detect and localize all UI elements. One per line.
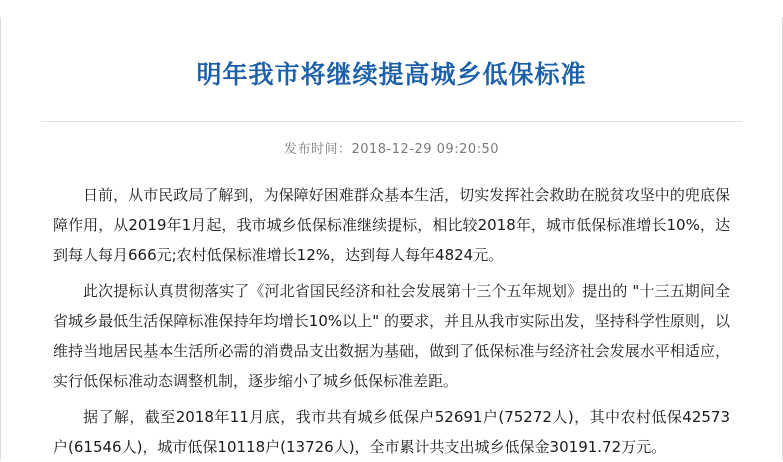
article-page	[0, 17, 783, 460]
article-paragraph: 此次提标认真贯彻落实了《河北省国民经济和社会发展第十三个五年规划》提出的 "十三五期间全省城乡最低生活保障标准保持年均增长10%以上" 的要求，并且从我市实际出发，坚持科学性原则，以维持当地居民基本生活所必需的消费品支出数据为基础，做到了低保标准与经济社会发展水平相适应，实行低保标准动态调整机制，逐步缩小了城乡低保标准差距。	[53, 282, 730, 391]
publish-time-value: 2018-12-29 09:20:50	[351, 142, 500, 158]
article-container	[1, 17, 782, 462]
article-meta-row	[41, 121, 742, 158]
article-paragraph: 日前，从市民政局了解到，为保障好困难群众基本生活，切实发挥社会救助在脱贫攻坚中的兜底保障作用，从2019年1月起，我市城乡低保标准继续提标，相比较2018年，城市低保标准增长10%，达到每人每月666元;农村低保标准增长12%，达到每人每年4824元。	[53, 186, 730, 265]
page-title: 明年我市将继续提高城乡低保标准	[196, 59, 587, 89]
page-top-divider	[1, 17, 782, 18]
article-paragraph: 据了解，截至2018年11月底，我市共有城乡低保户52691户(75272人)，其中农村低保42573户(61546人)，城市低保10118户(13726人)，全市累计共支出城乡低保金30191.72万元。	[53, 408, 730, 457]
publish-time-label: 发布时间：	[283, 142, 352, 158]
article-body	[41, 180, 742, 462]
